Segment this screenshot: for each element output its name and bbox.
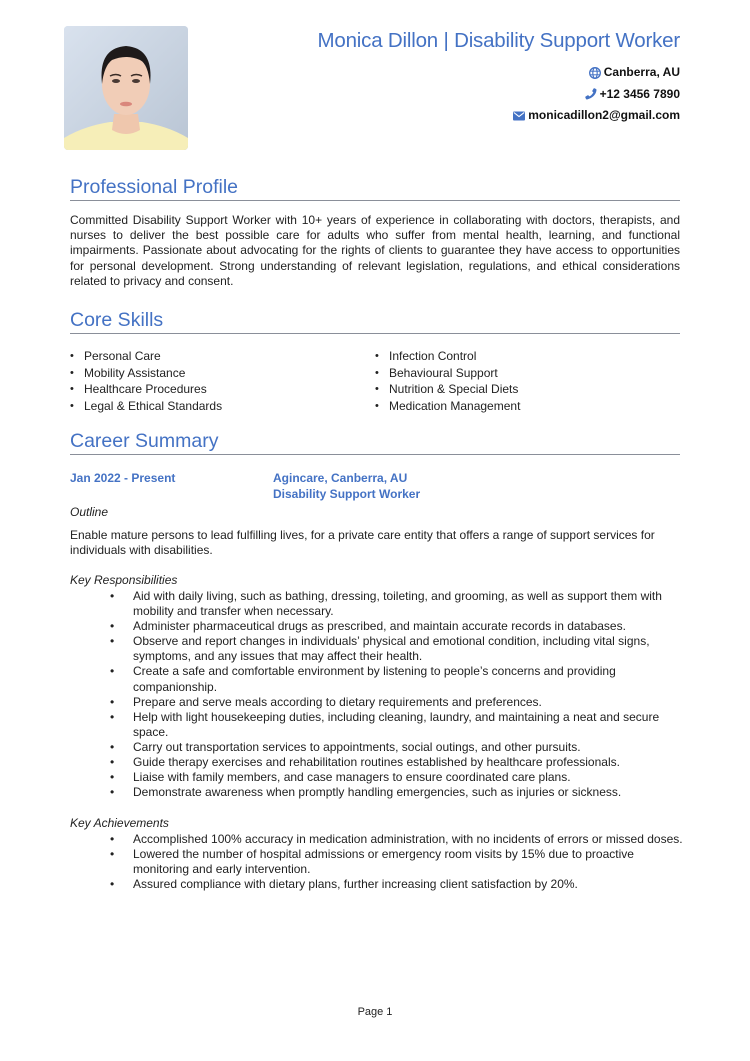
skill-item: • Legal & Ethical Standards	[70, 398, 375, 415]
job-company: Agincare, Canberra, AU	[273, 471, 408, 485]
job-role: Disability Support Worker	[273, 486, 421, 501]
list-item: • Help with light housekeeping duties, including cleaning, laundry, and maintaining a neat and secure space.	[70, 710, 685, 740]
skill-item: • Nutrition & Special Diets	[375, 381, 520, 398]
list-item: • Lowered the number of hospital admissions or emergency room visits by 15% due to proactive monitoring and early intervention.	[70, 847, 685, 877]
phone-row	[513, 84, 680, 106]
location-text: Canberra, AU	[603, 65, 680, 79]
outline-label: Outline	[70, 505, 109, 519]
skill-item: • Mobility Assistance	[70, 365, 375, 382]
responsibilities-list	[70, 589, 685, 800]
name-and-title: Monica Dillon | Disability Support Worker	[317, 29, 680, 52]
skill-item: • Personal Care	[70, 348, 375, 365]
location-row	[513, 62, 680, 84]
section-title-profile: Professional Profile	[70, 175, 680, 201]
email-row	[513, 105, 680, 127]
phone-icon	[585, 88, 597, 100]
envelope-icon	[513, 111, 525, 121]
list-item: • Demonstrate awareness when promptly handling emergencies, such as injuries or sickness.	[70, 785, 685, 800]
profile-text: Committed Disability Support Worker with 10+ years of experience in collaborating with doctors, therapists, and nurses to deliver the best possible care for adults who suffer from mental health, learning, and functional impairments. Passionate about advocating for the rights of clients to guarantee they have access to opportunities for personal development. Strong understanding of relevant legislation, regulations, and ethical considerations related to privacy and consent.	[70, 213, 680, 288]
email-link[interactable]: monicadillon2@gmail.com	[528, 108, 680, 122]
globe-icon	[589, 67, 601, 79]
skill-item: • Medication Management	[375, 398, 520, 415]
list-item: • Prepare and serve meals according to dietary requirements and preferences.	[70, 695, 685, 710]
achievements-list	[70, 832, 685, 892]
job-heading	[273, 471, 420, 502]
list-item: • Assured compliance with dietary plans, further increasing client satisfaction by 20%.	[70, 877, 685, 892]
list-item: • Guide therapy exercises and rehabilitation routines established by healthcare professionals.	[70, 755, 685, 770]
skills-list	[70, 348, 680, 415]
list-item: • Aid with daily living, such as bathing, dressing, toileting, and grooming, as well as support them with mobility and transfer when necessary.	[70, 589, 685, 619]
section-title-career: Career Summary	[70, 429, 680, 455]
achievements-label: Key Achievements	[70, 816, 169, 830]
portrait-image	[64, 26, 188, 150]
skills-column-right	[375, 348, 520, 415]
phone-text: +12 3456 7890	[599, 86, 680, 101]
list-item: • Administer pharmaceutical drugs as prescribed, and maintain accurate records in databases.	[70, 619, 685, 634]
list-item: • Liaise with family members, and case managers to ensure coordinated care plans.	[70, 770, 685, 785]
skill-item: • Infection Control	[375, 348, 520, 365]
skill-item: • Behavioural Support	[375, 365, 520, 382]
job-dates: Jan 2022 - Present	[70, 471, 176, 485]
list-item: • Observe and report changes in individuals’ physical and emotional condition, including vital signs, symptoms, and any issues that may affect their health.	[70, 634, 685, 664]
skills-column-left	[70, 348, 375, 415]
section-title-skills: Core Skills	[70, 308, 680, 334]
list-item: • Create a safe and comfortable environment by listening to people’s concerns and providing companionship.	[70, 664, 685, 694]
skill-item: • Healthcare Procedures	[70, 381, 375, 398]
list-item: • Carry out transportation services to appointments, social outings, and other pursuits.	[70, 740, 685, 755]
profile-photo	[64, 26, 188, 150]
responsibilities-label: Key Responsibilities	[70, 573, 178, 587]
list-item: • Accomplished 100% accuracy in medication administration, with no incidents of errors or missed doses.	[70, 832, 685, 847]
outline-text: Enable mature persons to lead fulfilling lives, for a private care entity that offers a range of support services for individuals with disabilities.	[70, 528, 655, 558]
contact-info	[513, 62, 680, 127]
page-number: Page 1	[357, 1006, 393, 1018]
